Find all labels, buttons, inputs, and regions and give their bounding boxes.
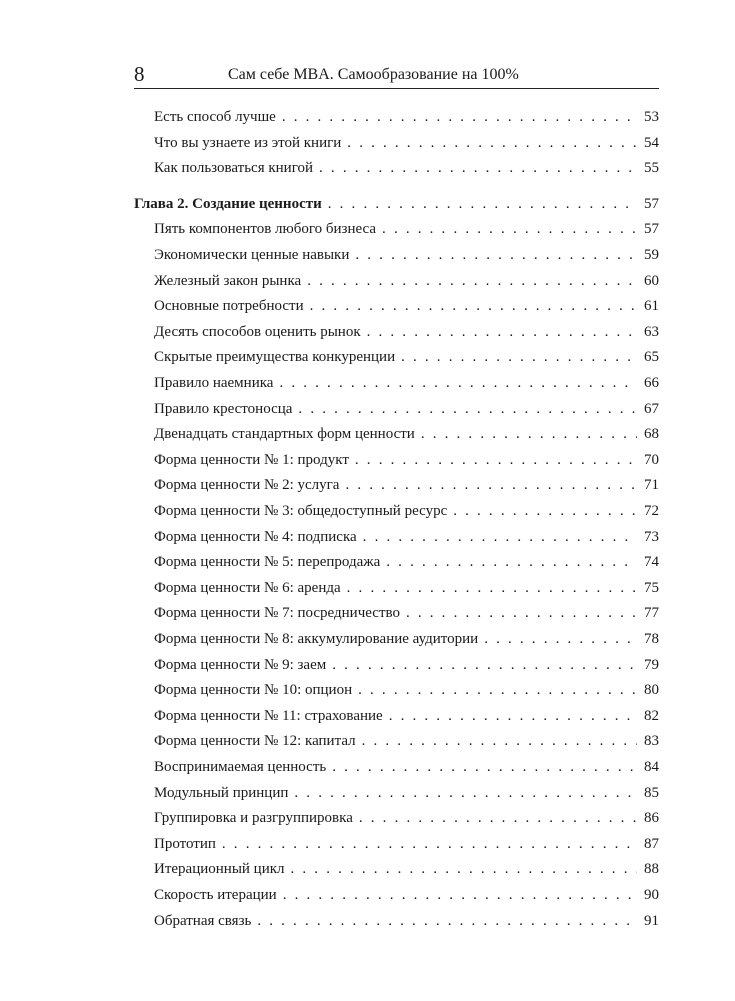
- toc-entry-title: Форма ценности № 1: продукт: [154, 451, 349, 468]
- toc-entry[interactable]: [154, 577, 659, 599]
- toc-entry[interactable]: [154, 807, 659, 829]
- dot-leader: [358, 679, 637, 701]
- toc-entry[interactable]: [154, 423, 659, 445]
- toc-entry-page: 57: [644, 221, 659, 238]
- toc-entry-page: 67: [644, 400, 659, 417]
- toc-entry[interactable]: [154, 654, 659, 676]
- toc-entry[interactable]: [154, 730, 659, 752]
- toc-entry-page: 85: [644, 784, 659, 801]
- toc-entry[interactable]: [154, 270, 659, 292]
- toc-entry-page: 75: [644, 579, 659, 596]
- toc-entry-title: Модульный принцип: [154, 784, 289, 801]
- dot-leader: [389, 705, 637, 727]
- dot-leader: [406, 602, 637, 624]
- toc-entry[interactable]: [154, 449, 659, 471]
- toc-entry[interactable]: [154, 218, 659, 240]
- toc-entry-title: Скрытые преимущества конкуренции: [154, 349, 396, 366]
- dot-leader: [367, 321, 637, 343]
- toc-entry-title: Форма ценности № 11: страхование: [154, 707, 383, 724]
- toc-entry-title: Форма ценности № 2: услуга: [154, 477, 340, 494]
- dot-leader: [359, 807, 637, 829]
- toc-entry-page: 77: [644, 605, 659, 622]
- toc-entry-title: Десять способов оценить рынок: [154, 323, 361, 340]
- toc-entry-title: Железный закон рынка: [154, 272, 302, 289]
- dot-leader: [282, 106, 637, 128]
- dot-leader: [279, 372, 637, 394]
- toc-entry[interactable]: [154, 500, 659, 522]
- toc-entry-page: 68: [644, 426, 659, 443]
- toc-entry-page: 78: [644, 631, 659, 647]
- toc-entry-title: Пять компонентов любого бизнеса: [154, 221, 377, 238]
- toc-entry-title: Форма ценности № 7: посредничество: [154, 605, 400, 622]
- toc-entry-title: Правило наемника: [154, 375, 274, 391]
- toc-entry[interactable]: [154, 858, 659, 880]
- toc-entry-title: Как пользоваться книгой: [154, 160, 314, 177]
- toc-entry-page: 82: [644, 707, 659, 724]
- dot-leader: [347, 132, 637, 154]
- toc-entry-title: Форма ценности № 8: аккумулирование аудитории: [154, 631, 479, 647]
- dot-leader: [345, 474, 637, 496]
- toc-entry-page: 74: [644, 554, 659, 571]
- toc-chapter-entry[interactable]: [134, 193, 659, 215]
- toc-entry-page: 84: [644, 759, 659, 775]
- toc-entry[interactable]: [154, 106, 659, 128]
- dot-leader: [310, 295, 637, 317]
- toc-entry[interactable]: [154, 372, 659, 394]
- dot-leader: [283, 884, 637, 906]
- toc-entry-page: 63: [644, 323, 659, 340]
- toc-entry-title: Форма ценности № 6: аренда: [154, 579, 341, 596]
- toc-entry-title: Прототип: [154, 835, 216, 852]
- dot-leader: [332, 756, 637, 778]
- toc-entry[interactable]: [154, 398, 659, 420]
- dot-leader: [222, 833, 637, 855]
- toc-entry[interactable]: [154, 321, 659, 343]
- toc-entry-title: Воспринимаемая ценность: [154, 759, 327, 775]
- toc-entry-title: Что вы узнаете из этой книги: [154, 134, 342, 151]
- toc-entry-title: Обратная связь: [154, 912, 252, 929]
- toc-entry-title: Экономически ценные навыки: [154, 247, 350, 263]
- dot-leader: [382, 218, 637, 240]
- toc-entry[interactable]: [154, 474, 659, 496]
- dot-leader: [257, 910, 637, 932]
- toc-entry-page: 73: [644, 528, 659, 545]
- page-number: 8: [134, 62, 145, 86]
- toc-entry[interactable]: [154, 346, 659, 368]
- dot-leader: [363, 526, 637, 548]
- toc-entry-page: 54: [644, 134, 659, 151]
- toc-entry[interactable]: [154, 679, 659, 701]
- toc-entry[interactable]: [154, 628, 659, 650]
- dot-leader: [362, 730, 637, 752]
- toc-entry[interactable]: [154, 884, 659, 906]
- toc-entry-page: 83: [644, 733, 659, 750]
- page-header: [134, 58, 659, 89]
- dot-leader: [291, 858, 638, 880]
- dot-leader: [453, 500, 637, 522]
- toc-entry[interactable]: [154, 910, 659, 932]
- toc-entry-title: Форма ценности № 4: подписка: [154, 528, 357, 545]
- toc-entry-page: 70: [644, 451, 659, 468]
- toc-entry-page: 57: [644, 195, 659, 212]
- toc-entry-page: 61: [644, 298, 659, 315]
- toc-entry[interactable]: [154, 244, 659, 266]
- toc-entry-title: Правило крестоносца: [154, 400, 293, 417]
- dot-leader: [332, 654, 637, 676]
- dot-leader: [355, 244, 637, 266]
- toc-entry-title: Форма ценности № 3: общедоступный ресурс: [154, 503, 448, 519]
- running-title: Сам себе MBA. Самообразование на 100%: [228, 66, 519, 83]
- toc-entry[interactable]: [154, 756, 659, 778]
- dot-leader: [355, 449, 637, 471]
- toc-entry-title: Форма ценности № 9: заем: [154, 656, 327, 673]
- toc-entry-title: Основные потребности: [154, 298, 304, 315]
- toc-entry-page: 87: [644, 835, 659, 852]
- toc-entry-page: 88: [644, 861, 659, 878]
- dot-leader: [328, 193, 637, 215]
- toc-entry[interactable]: [154, 602, 659, 624]
- toc-entry-title: Глава 2. Создание ценности: [134, 195, 322, 212]
- toc-entry-page: 60: [644, 272, 659, 289]
- toc-entry-page: 91: [644, 912, 659, 929]
- toc-entry-page: 86: [644, 810, 659, 827]
- toc-entry-page: 90: [644, 887, 659, 903]
- dot-leader: [386, 551, 637, 573]
- dot-leader: [484, 628, 637, 650]
- toc-entry-title: Форма ценности № 12: капитал: [154, 733, 356, 750]
- toc-entry[interactable]: [154, 132, 659, 154]
- toc-entry-page: 55: [644, 160, 659, 177]
- toc-entry[interactable]: [154, 295, 659, 317]
- toc-entry-page: 79: [644, 656, 659, 673]
- toc-entry-title: Есть способ лучше: [154, 109, 276, 125]
- toc-entry[interactable]: [154, 833, 659, 855]
- toc-entry[interactable]: [154, 526, 659, 548]
- dot-leader: [294, 782, 637, 804]
- toc-entry[interactable]: [154, 782, 659, 804]
- toc-entry-title: Итерационный цикл: [154, 861, 285, 878]
- toc-entry[interactable]: [154, 157, 659, 179]
- dot-leader: [319, 157, 637, 179]
- toc-entry-page: 80: [644, 682, 659, 699]
- dot-leader: [421, 423, 637, 445]
- toc-entry-title: Форма ценности № 10: опцион: [154, 682, 353, 699]
- dot-leader: [347, 577, 637, 599]
- toc-entry-page: 72: [644, 503, 659, 519]
- toc-entry-title: Группировка и разгруппировка: [154, 810, 353, 827]
- toc-entry-page: 66: [644, 375, 659, 391]
- toc-entry-page: 59: [644, 247, 659, 263]
- toc-entry-page: 71: [644, 477, 659, 494]
- dot-leader: [307, 270, 637, 292]
- toc-entry-page: 53: [644, 109, 659, 125]
- dot-leader: [401, 346, 637, 368]
- toc-entry-page: 65: [644, 349, 659, 366]
- dot-leader: [298, 398, 637, 420]
- toc-entry-title: Скорость итерации: [154, 887, 277, 903]
- toc-entry-title: Двенадцать стандартных форм ценности: [154, 426, 415, 443]
- toc-entry[interactable]: [154, 551, 659, 573]
- toc-entry-title: Форма ценности № 5: перепродажа: [154, 554, 381, 571]
- toc-entry[interactable]: [154, 705, 659, 727]
